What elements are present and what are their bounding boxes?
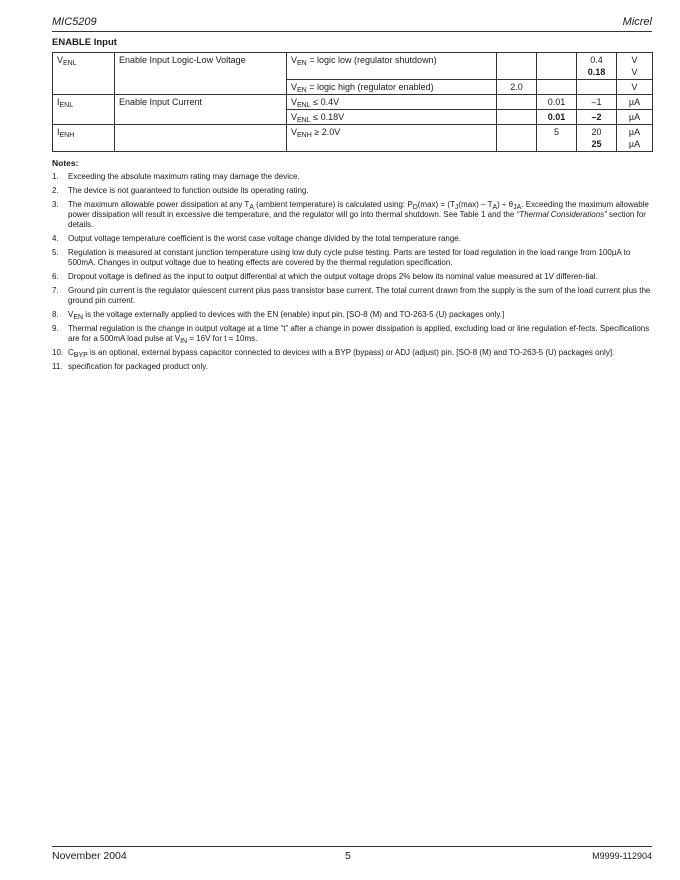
max-cell: –2 <box>577 110 617 125</box>
note-item: 11. specification for packaged product only. <box>52 362 208 371</box>
parameter-cell <box>115 125 287 152</box>
header-rule <box>52 31 652 32</box>
unit-cell: µA µA <box>617 125 653 152</box>
note-item: 2. The device is not guaranteed to function outside its operating rating. <box>52 186 309 195</box>
typ-cell <box>537 53 577 80</box>
note-item: 10. $C_{BYP}$ is an optional, external bypass capacitor connected to devices with a BYP (bypass) or ADJ (adjust) pin. [SO-8 (M) and TO-263-5 (U) packages only]. <box>52 348 615 359</box>
footer-date: November 2004 <box>52 850 127 862</box>
parameter-cell: Enable Input Logic-Low Voltage <box>115 53 287 80</box>
typ-cell <box>537 80 577 95</box>
note-item: 3. The maximum allowable power dissipation at any $T_A$ (ambient temperature) is calculated using: $P_D(\max) = (T_J(\max) - T_A) \div \theta_{JA}$. Exceeding the maximum allowable power dissipation will result in excessive die temperature, and the regulator will go into thermal shutdown. See Table 1 and the “Thermal Considerations” section for details. <box>52 200 649 229</box>
condition-cell: $V_{ENL} \le 0.4V$ <box>287 95 497 110</box>
parameter-cell <box>115 110 287 125</box>
symbol-cell: $I_{ENL}$ <box>53 95 115 110</box>
condition-cell: $V_{ENL} \le 0.18V$ <box>287 110 497 125</box>
table-row <box>53 53 653 80</box>
max-cell: 20 25 <box>577 125 617 152</box>
typ-cell: 0.01 <box>537 110 577 125</box>
table-row <box>53 80 653 95</box>
spec-table <box>52 52 653 152</box>
table-row <box>53 95 653 110</box>
table-row <box>53 110 653 125</box>
max-cell: –1 <box>577 95 617 110</box>
note-item: 1. Exceeding the absolute maximum rating may damage the device. <box>52 172 300 181</box>
section-title: ENABLE Input <box>52 37 117 48</box>
max-cell: 0.4 0.18 <box>577 53 617 80</box>
min-cell: 2.0 <box>497 80 537 95</box>
min-cell <box>497 125 537 152</box>
unit-cell: V V <box>617 53 653 80</box>
condition-cell: $V_{ENH} \ge 2.0V$ <box>287 125 497 152</box>
table-row <box>53 125 653 152</box>
note-item: 9. Thermal regulation is the change in output voltage at a time “t” after a change in power dissipation is applied, excluding load or line regulation ef-fects. Specifications are for a 500mA load pulse at $V_{IN} = 16V$ for t = 10ms. <box>52 324 650 345</box>
note-item: 7. Ground pin current is the regulator quiescent current plus pass transistor base current. The total current drawn from the supply is the sum of the load current plus the ground pin current. <box>52 286 651 305</box>
symbol-cell <box>53 110 115 125</box>
typ-cell: 5 <box>537 125 577 152</box>
min-cell <box>497 95 537 110</box>
condition-cell: $V_{EN}$ = logic low (regulator shutdown) <box>287 53 497 80</box>
unit-cell: µA <box>617 95 653 110</box>
symbol-cell: $I_{ENH}$ <box>53 125 115 152</box>
min-cell <box>497 110 537 125</box>
unit-cell: V <box>617 80 653 95</box>
max-cell <box>577 80 617 95</box>
note-item: 6. Dropout voltage is defined as the input to output differential at which the output voltage drops 2% below its nominal value measured at 1V differen-tial. <box>52 272 598 281</box>
parameter-cell <box>115 80 287 95</box>
parameter-cell: Enable Input Current <box>115 95 287 110</box>
note-item: 5. Regulation is measured at constant junction temperature using low duty cycle pulse testing. Parts are tested for load regulation in the load range from 100µA to 500mA. Changes in output voltage due to heating effects are covered by the thermal regulation specification. <box>52 248 631 267</box>
footer-rule <box>52 846 652 847</box>
symbol-cell <box>53 80 115 95</box>
page-number: 5 <box>345 850 351 862</box>
unit-cell: µA <box>617 110 653 125</box>
header-company: Micrel <box>622 16 652 28</box>
min-cell <box>497 53 537 80</box>
notes-title: Notes: <box>52 158 79 168</box>
typ-cell: 0.01 <box>537 95 577 110</box>
symbol-cell: $V_{ENL}$ <box>53 53 115 80</box>
note-item: 4. Output voltage temperature coefficient is the worst case voltage change divided by the total temperature range. <box>52 234 461 243</box>
notes-list <box>52 172 652 376</box>
note-item: 8. $V_{EN}$ is the voltage externally applied to devices with the EN (enable) input pin. [SO-8 (M) and TO-263-5 (U) packages only.] <box>52 310 505 321</box>
header-part-number: MIC5209 <box>52 16 97 28</box>
condition-cell: $V_{EN}$ = logic high (regulator enabled) <box>287 80 497 95</box>
document-number: M9999-112904 <box>592 851 652 861</box>
